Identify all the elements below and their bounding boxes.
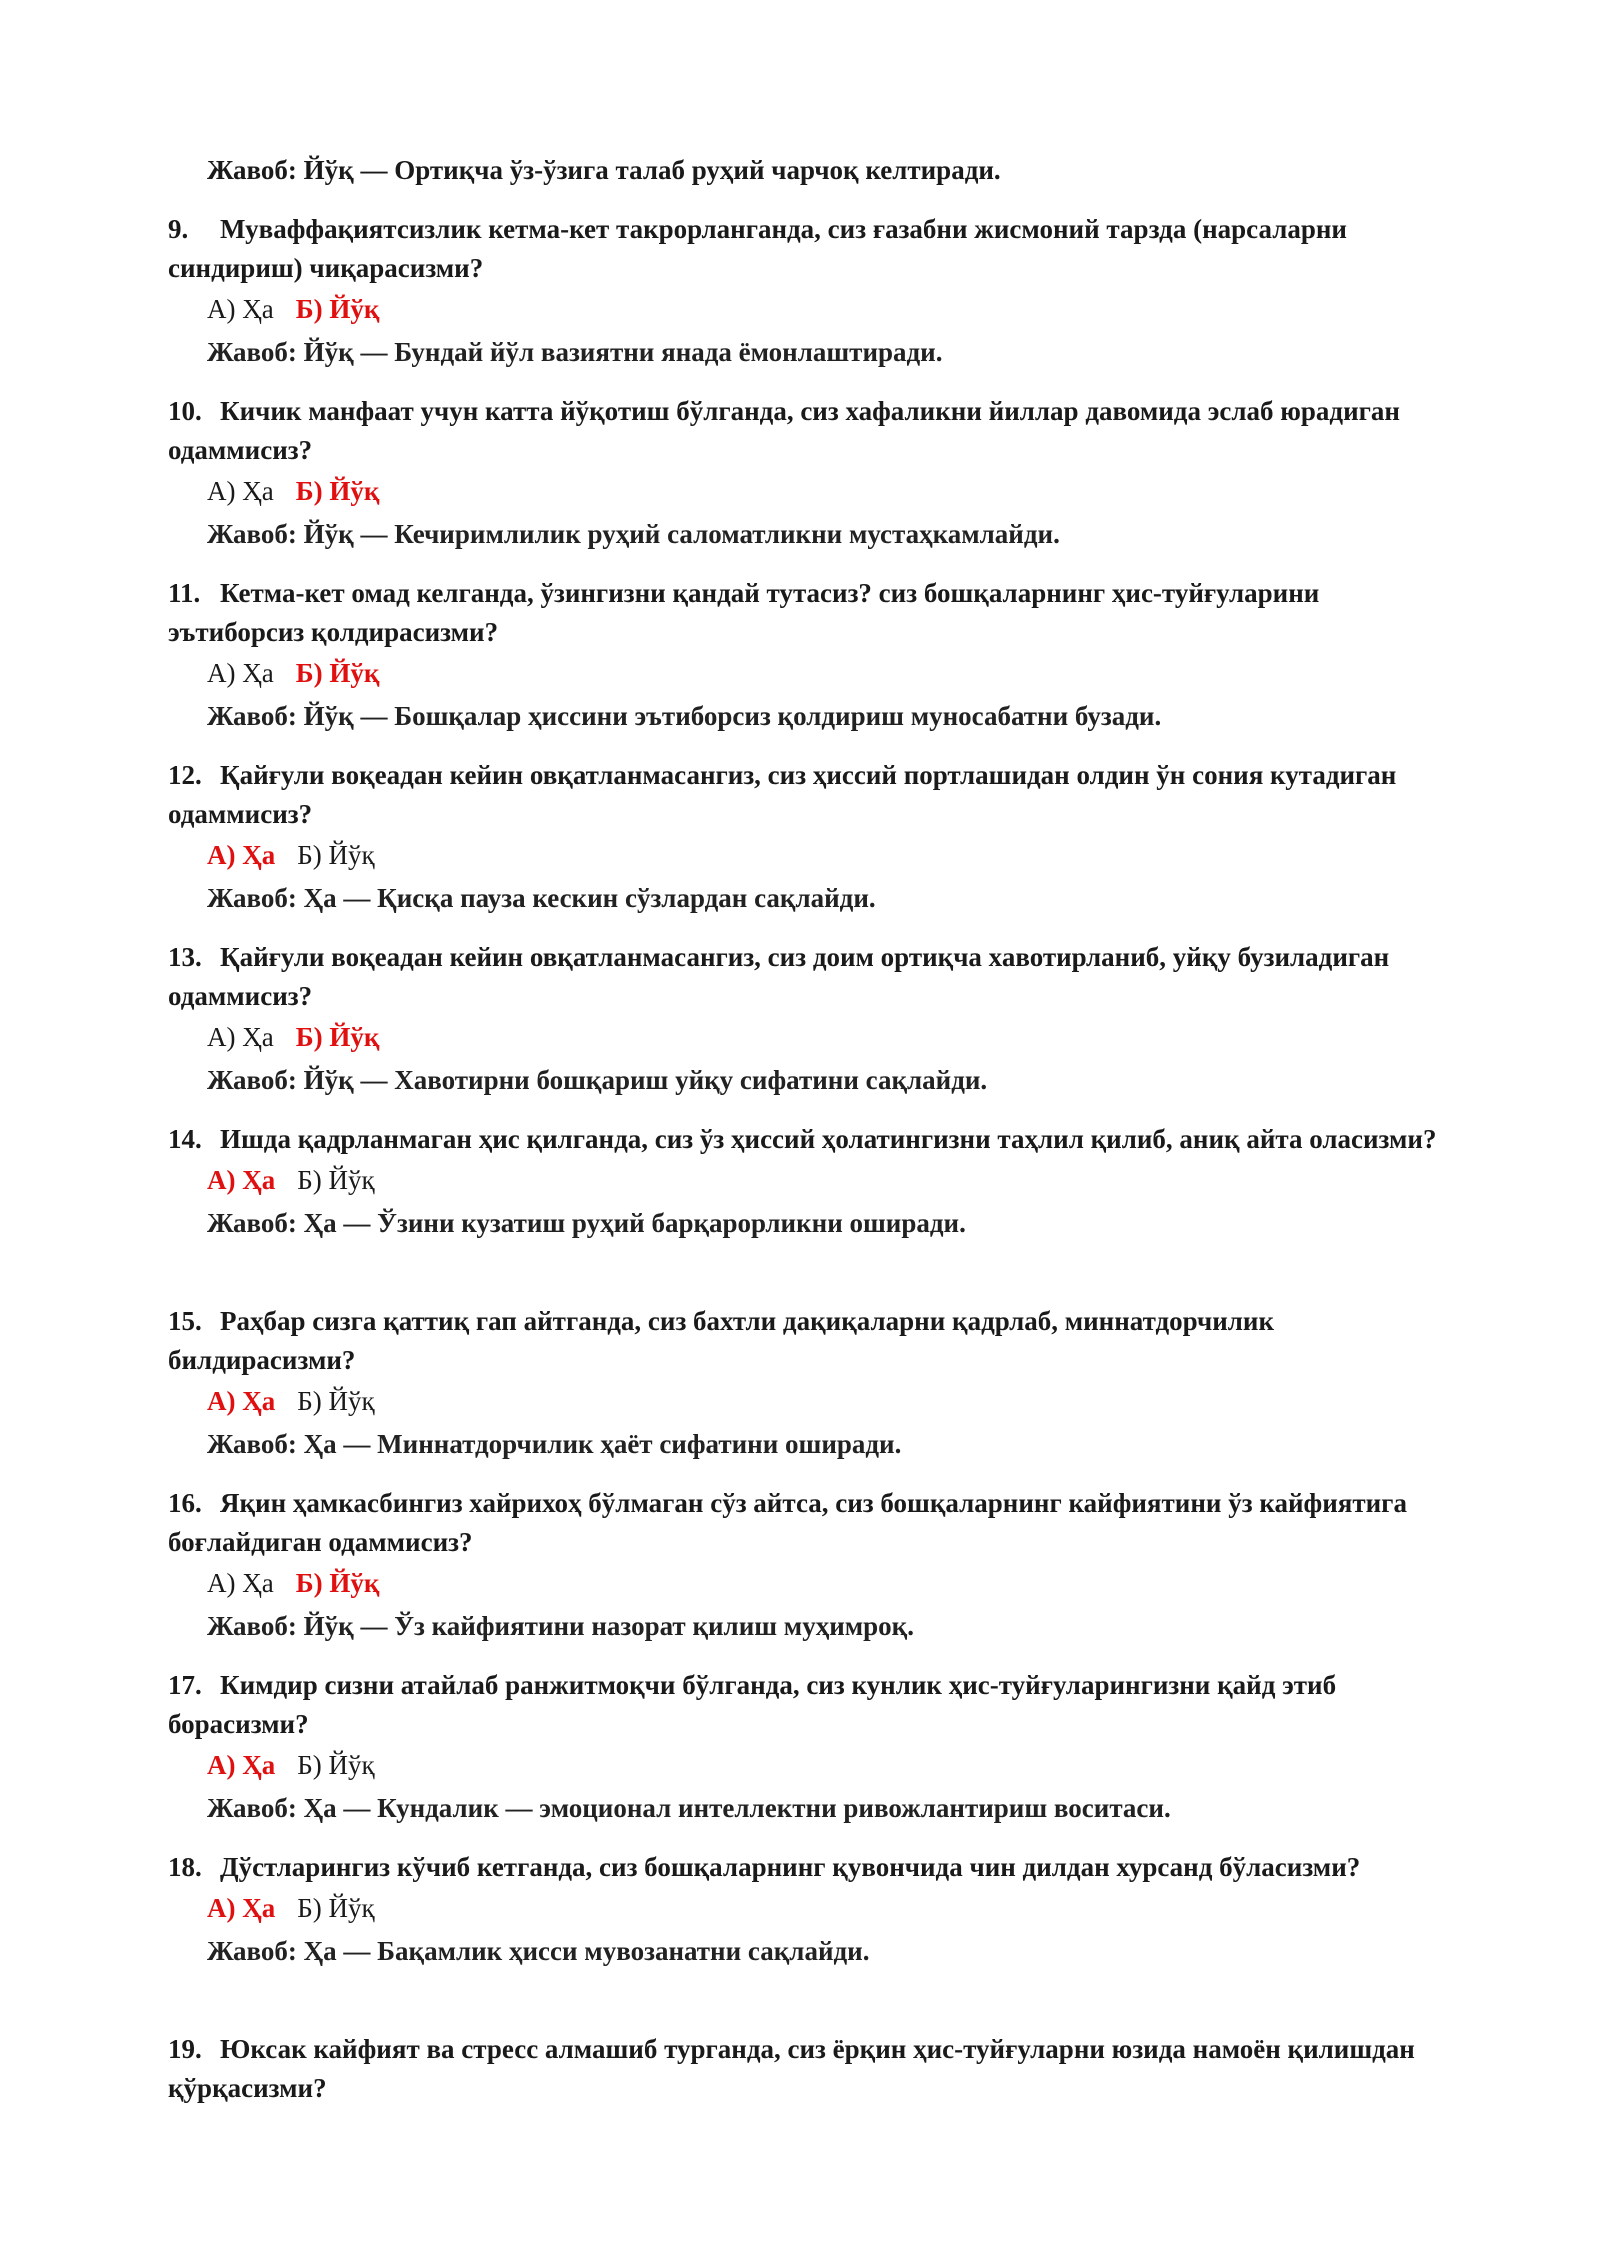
question-item [168,574,1458,756]
answer-explanation: Жавоб: Йўқ — Бошқалар ҳиссини эътиборсиз қолдириш муносабатни бузади. [207,701,1162,731]
answer-explanation: Жавоб: Йўқ — Бундай йўл вазиятни янада ёмонлаштиради. [207,337,943,367]
question-item [168,210,1458,392]
question-text [168,574,1458,652]
answer-explanation: Жавоб: Йўқ — Хавотирни бошқариш уйқу сифатини сақлайди. [207,1065,988,1095]
question-text [168,210,1458,288]
question-item [168,2030,1458,2212]
question-number: 11. [168,578,201,608]
answer-options [207,652,1458,694]
option-a[interactable]: А) Ҳа [207,1165,276,1195]
question-number: 18. [168,1852,202,1882]
option-a[interactable]: А) Ҳа [207,294,274,324]
option-a[interactable]: А) Ҳа [207,476,274,506]
answer-explanation: Жавоб: Ҳа — Бақамлик ҳисси мувозанатни сақлайди. [207,1936,870,1966]
answer-options [207,1744,1458,1786]
option-b[interactable]: Б) Йўқ [297,1386,375,1416]
question-item [168,1120,1458,1302]
option-b[interactable]: Б) Йўқ [295,1022,380,1052]
question-body: Дўстларингиз кўчиб кетганда, сиз бошқаларнинг қувончида чин дилдан хурсанд бўласизми? [220,1852,1361,1882]
question-item [168,938,1458,1120]
question-text [168,938,1458,1016]
question-number: 14. [168,1124,202,1154]
question-body: Яқин ҳамкасбингиз хайрихоҳ бўлмаган сўз айтса, сиз бошқаларнинг кайфиятини ўз кайфиятига боғлайдиган одаммисиз? [168,1488,1407,1557]
option-b[interactable]: Б) Йўқ [295,658,380,688]
question-text [168,1848,1458,1887]
question-item [168,392,1458,574]
answer-explanation: Жавоб: Ҳа — Кундалик — эмоционал интеллектни ривожлантириш воситаси. [207,1793,1171,1823]
question-number: 15. [168,1306,202,1336]
option-b[interactable]: Б) Йўқ [295,1568,380,1598]
option-b[interactable]: Б) Йўқ [297,1893,375,1923]
answer-options [207,834,1458,876]
answer-explanation: Жавоб: Йўқ — Ўз кайфиятини назорат қилиш муҳимроқ. [207,1611,914,1641]
question-item [168,1484,1458,1666]
question-number: 13. [168,942,202,972]
answer-options [207,1380,1458,1422]
option-a[interactable]: А) Ҳа [207,658,274,688]
answer-options [207,1562,1458,1604]
question-body: Кетма-кет омад келганда, ўзингизни қандай тутасиз? сиз бошқаларнинг ҳис-туйғуларини эътиборсиз қолдирасизми? [168,578,1320,647]
option-a[interactable]: А) Ҳа [207,1386,276,1416]
question-number: 12. [168,760,202,790]
option-a[interactable]: А) Ҳа [207,1750,276,1780]
question-number: 16. [168,1488,202,1518]
question-item [168,1302,1458,1484]
question-text [168,1120,1458,1159]
option-b[interactable]: Б) Йўқ [297,840,375,870]
answer-explanation: Жавоб: Ҳа — Ўзини кузатиш руҳий барқарорликни оширади. [207,1208,966,1238]
question-text [168,392,1458,470]
answer-options [207,1887,1458,1929]
option-b[interactable]: Б) Йўқ [297,1165,375,1195]
question-body: Раҳбар сизга қаттиқ гап айтганда, сиз бахтли дақиқаларни қадрлаб, миннатдорчилик билдирасизми? [168,1306,1275,1375]
question-body: Қайғули воқеадан кейин овқатланмасангиз, сиз доим ортиқча хавотирланиб, уйқу бузиладиган одаммисиз? [168,942,1390,1011]
question-body: Кимдир сизни атайлаб ранжитмоқчи бўлганда, сиз кунлик ҳис-туйғуларингизни қайд этиб борасизми? [168,1670,1337,1739]
question-text [168,756,1458,834]
answer-options [207,1016,1458,1058]
question-number: 17. [168,1670,202,1700]
question-number: 9. [168,214,189,244]
question-text [168,1666,1458,1744]
question-item [168,756,1458,938]
question-number: 10. [168,396,202,426]
question-body: Қайғули воқеадан кейин овқатланмасангиз, сиз ҳиссий портлашидан олдин ўн сония кутадиган одаммисиз? [168,760,1397,829]
question-text [168,1302,1458,1380]
question-body: Юксак кайфият ва стресс алмашиб турганда, сиз ёрқин ҳис-туйғуларни юзида намоён қилишдан қўрқасизми? [168,2034,1415,2103]
option-b[interactable]: Б) Йўқ [297,1750,375,1780]
option-a[interactable]: А) Ҳа [207,1022,274,1052]
question-body: Кичик манфаат учун катта йўқотиш бўлганда, сиз хафаликни йиллар давомида эслаб юрадиган одаммисиз? [168,396,1400,465]
question-item [168,1666,1458,1848]
option-a[interactable]: А) Ҳа [207,1568,274,1598]
option-b[interactable]: Б) Йўқ [295,476,380,506]
question-body: Муваффақиятсизлик кетма-кет такрорланганда, сиз ғазабни жисмоний тарзда (нарсаларни синдириш) чиқарасизми? [168,214,1347,283]
lead-answer: Жавоб: Йўқ — Ортиқча ўз-ўзига талаб руҳий чарчоқ келтиради. [207,155,1001,185]
answer-explanation: Жавоб: Ҳа — Миннатдорчилик ҳаёт сифатини оширади. [207,1429,902,1459]
answer-options [207,1159,1458,1201]
question-body: Ишда қадрланмаган ҳис қилганда, сиз ўз ҳиссий ҳолатингизни таҳлил қилиб, аниқ айта оласизми? [220,1124,1437,1154]
answer-options [207,288,1458,330]
question-number: 19. [168,2034,202,2064]
option-b[interactable]: Б) Йўқ [295,294,380,324]
option-a[interactable]: А) Ҳа [207,1893,276,1923]
question-text [168,1484,1458,1562]
question-item [168,1848,1458,2030]
answer-options [207,470,1458,512]
question-text [168,2030,1458,2108]
answer-explanation: Жавоб: Ҳа — Қисқа пауза кескин сўзлардан сақлайди. [207,883,876,913]
answer-explanation: Жавоб: Йўқ — Кечиримлилик руҳий саломатликни мустаҳкамлайди. [207,519,1060,549]
question-list [168,210,1458,2212]
option-a[interactable]: А) Ҳа [207,840,276,870]
